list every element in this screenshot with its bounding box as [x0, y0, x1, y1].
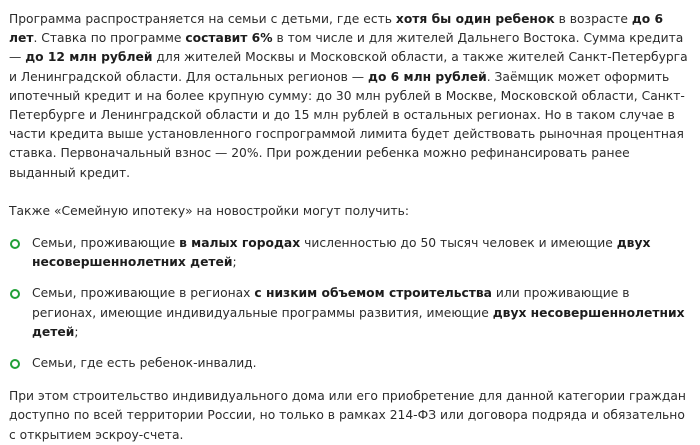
emphasis-text: составит 6% — [185, 31, 273, 46]
emphasis-text: до 12 млн рублей — [25, 50, 153, 65]
emphasis-text: до 6 млн рублей — [368, 69, 487, 84]
list-item-text: Семьи, проживающие в регионах с низким объемом строительства или проживающие в регионах, имеющие индивидуальные программы развития, имеющие двух несовершеннолетних детей; — [32, 286, 685, 339]
eligibility-list — [9, 234, 692, 373]
list-item-text: Семьи, проживающие в малых городах численностью до 50 тысяч человек и имеющие двух несовершеннолетних детей; — [32, 236, 651, 270]
emphasis-text: в малых городах — [179, 236, 301, 251]
emphasis-text: с низким объемом строительства — [254, 286, 492, 301]
bullet-icon — [10, 239, 20, 249]
closing-paragraph: При этом строительство индивидуального дома или его приобретение для данной категории граждан доступно по всей территории России, но только в рамках 214-ФЗ или договора подряда и обязательно с открытием эскроу-счета. — [9, 389, 686, 442]
list-item — [9, 354, 692, 373]
list-item-text: Семьи, где есть ребенок-инвалид. — [32, 356, 257, 371]
intro-paragraph: Программа распространяется на семьи с детьми, где есть хотя бы один ребенок в возрасте до 6 лет. Ставка по программе составит 6% в том числе и для жителей Дальнего Востока. Сумма кредита — до 12 млн рублей для жителей Москвы и Московской области, а также жителей Санкт-Петербурга и Ленинградской области. Для остальных регионов — до 6 млн рублей. Заёмщик может оформить ипотечный кредит и на более крупную сумму: до 30 млн рублей в Москве, Московской области, Санкт-Петербурге и Ленинградской области и до 15 млн рублей в остальных регионах. Но в таком случае в части кредита выше установленного госпрограммой лимита будет действовать рыночная процентная ставка. Первоначальный взнос — 20%. При рождении ребенка можно рефинансировать ранее выданный кредит. — [9, 12, 688, 180]
bullet-icon — [10, 289, 20, 299]
eligibility-intro: Также «Семейную ипотеку» на новостройки могут получить: — [9, 203, 410, 218]
emphasis-text: двух несовершеннолетних детей — [32, 305, 685, 339]
emphasis-text: хотя бы один ребенок — [395, 12, 555, 26]
list-item — [9, 234, 692, 272]
emphasis-text: до 6 лет — [9, 12, 664, 46]
list-item — [9, 284, 692, 342]
emphasis-text: двух несовершеннолетних детей — [32, 236, 651, 270]
bullet-icon — [10, 359, 20, 369]
